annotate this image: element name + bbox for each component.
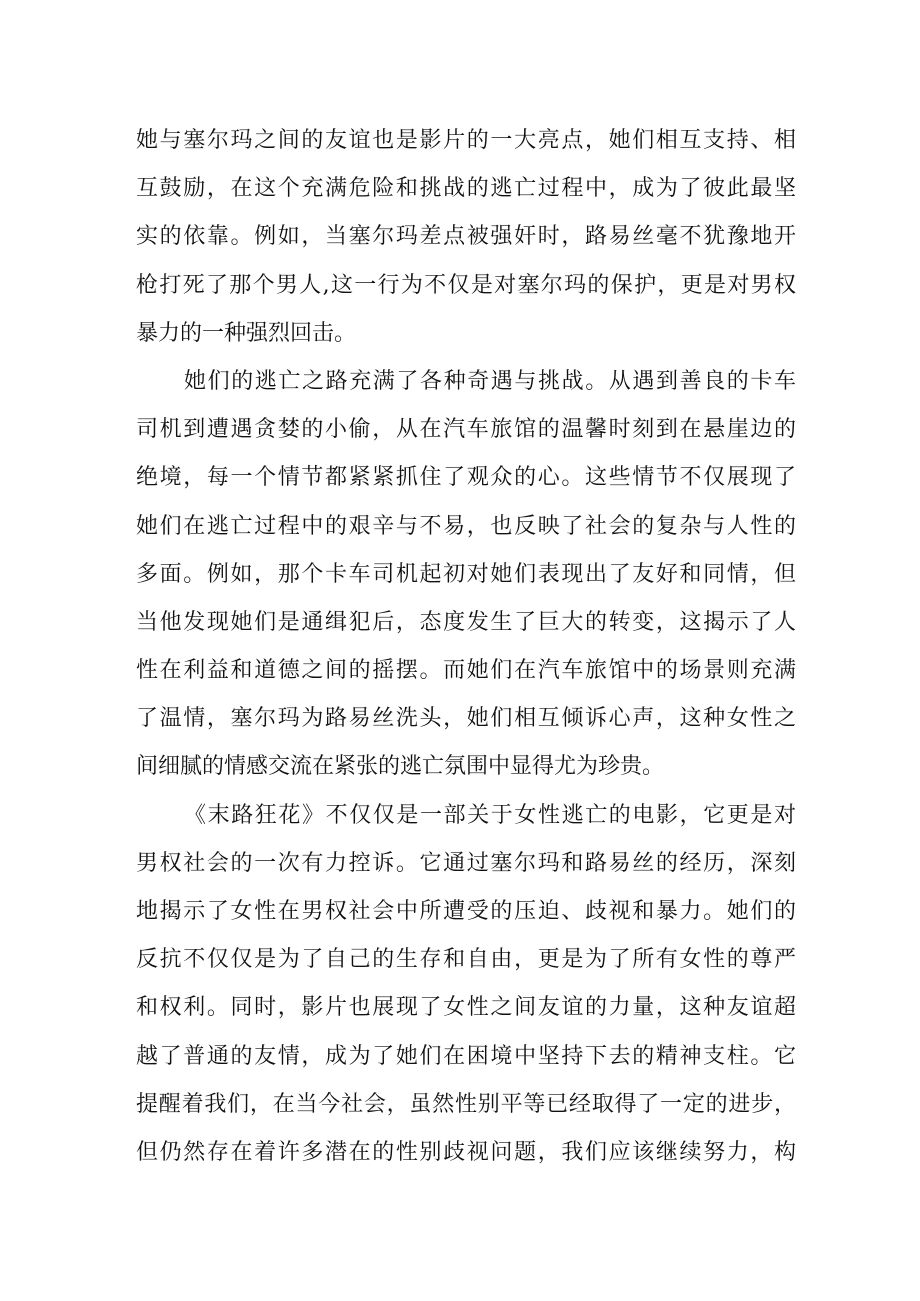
text-line: 和权利。同时，影片也展现了女性之间友谊的力量，这种友谊超: [136, 995, 796, 1021]
text-line: 反抗不仅仅是为了自己的生存和自由，更是为了所有女性的尊严: [136, 947, 796, 973]
paragraph-3: [136, 792, 796, 1178]
text-line: 男权社会的一次有力控诉。它通过塞尔玛和路易丝的经历，深刻: [136, 850, 796, 876]
text-line: 暴力的一种强烈回击。: [136, 320, 357, 346]
text-line: 司机到遭遇贪婪的小偷，从在汽车旅馆的温馨时刻到在悬崖边的: [136, 417, 796, 443]
text-line: 互鼓励，在这个充满危险和挑战的逃亡过程中，成为了彼此最坚: [136, 176, 796, 202]
text-line: 但仍然存在着许多潜在的性别歧视问题，我们应该继续努力，构: [136, 1139, 796, 1165]
paragraph-1: [136, 117, 796, 358]
text-line: 她们在逃亡过程中的艰辛与不易，也反映了社会的复杂与人性的: [136, 513, 796, 539]
text-line: 绝境，每一个情节都紧紧抓住了观众的心。这些情节不仅展现了: [136, 465, 796, 491]
text-line: 性在利益和道德之间的摇摆。而她们在汽车旅馆中的场景则充满: [136, 658, 796, 684]
text-line: 提醒着我们，在当今社会，虽然性别平等已经取得了一定的进步，: [136, 1091, 796, 1117]
text-line: 《末路狂花》不仅仅是一部关于女性逃亡的电影，它更是对: [184, 802, 796, 828]
text-line: 间细腻的情感交流在紧张的逃亡氛围中显得尤为珍贵。: [136, 754, 665, 780]
text-line: 多面。例如，那个卡车司机起初对她们表现出了友好和同情，但: [136, 561, 796, 587]
text-line: 她们的逃亡之路充满了各种奇遇与挑战。从遇到善良的卡车: [184, 368, 796, 394]
text-line: 地揭示了女性在男权社会中所遭受的压迫、歧视和暴力。她们的: [136, 899, 796, 924]
text-line: 枪打死了那个男人,这一行为不仅是对塞尔玛的保护，更是对男权: [136, 272, 796, 298]
text-line: 了温情，塞尔玛为路易丝洗头，她们相互倾诉心声，这种女性之: [136, 706, 796, 732]
text-line: 她与塞尔玛之间的友谊也是影片的一大亮点，她们相互支持、相: [136, 128, 796, 153]
text-line: 实的依靠。例如，当塞尔玛差点被强奸时，路易丝毫不犹豫地开: [136, 224, 796, 250]
text-line: 越了普通的友情，成为了她们在困境中坚持下去的精神支柱。它: [136, 1043, 796, 1069]
text-line: 当他发现她们是通缉犯后，态度发生了巨大的转变，这揭示了人: [136, 609, 796, 635]
document-body: [136, 117, 796, 1177]
paragraph-2: [136, 358, 796, 792]
